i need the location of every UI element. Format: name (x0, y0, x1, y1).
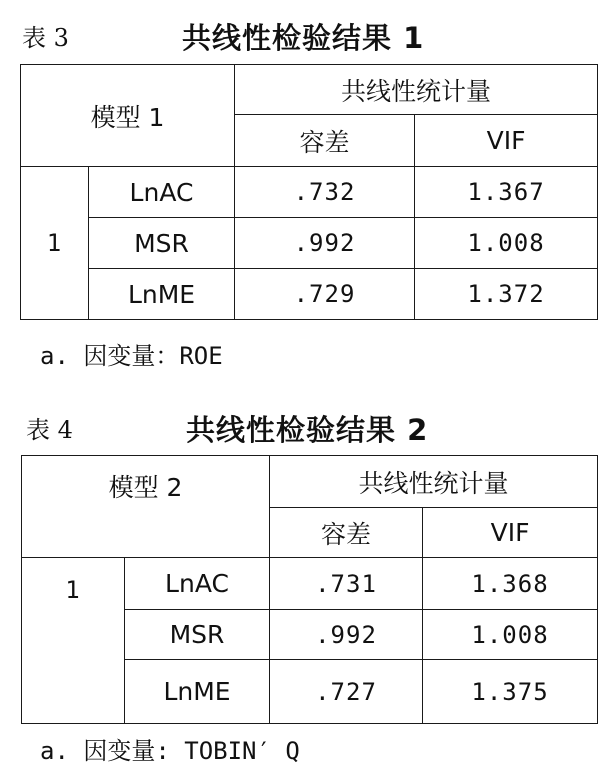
vif-value: 1.372 (415, 269, 598, 320)
vif-header: VIF (423, 508, 598, 558)
vif-value: 1.367 (415, 167, 598, 218)
tolerance-value: .729 (235, 269, 415, 320)
table-3-caption (0, 18, 612, 58)
model-header: 模型 1 (21, 65, 235, 167)
vif-value: 1.008 (423, 610, 598, 660)
variable-name: MSR (125, 610, 270, 660)
vif-value: 1.375 (423, 660, 598, 724)
table-4 (21, 455, 598, 724)
table-4-label: 表 4 (26, 416, 73, 444)
table-3 (20, 64, 598, 320)
stats-header: 共线性统计量 (270, 456, 598, 508)
variable-name: LnME (89, 269, 235, 320)
model-header: 模型 2 (22, 456, 270, 558)
vif-value: 1.008 (415, 218, 598, 269)
tolerance-value: .732 (235, 167, 415, 218)
table-4-title: 共线性检验结果 2 (186, 413, 429, 447)
tolerance-value: .727 (270, 660, 423, 724)
tolerance-value: .992 (270, 610, 423, 660)
variable-name: LnME (125, 660, 270, 724)
tolerance-value: .731 (270, 558, 423, 610)
tolerance-header: 容差 (270, 508, 423, 558)
tolerance-header: 容差 (235, 115, 415, 167)
vif-value: 1.368 (423, 558, 598, 610)
model-number: 1 (22, 558, 125, 724)
model-number: 1 (21, 167, 89, 320)
table-4-note: a. 因变量: TOBIN′ Q (40, 737, 300, 765)
table-3-note: a. 因变量：ROE (40, 342, 223, 370)
table-3-title: 共线性检验结果 1 (182, 21, 425, 55)
vif-header: VIF (415, 115, 598, 167)
table-3-label: 表 3 (22, 24, 69, 52)
variable-name: MSR (89, 218, 235, 269)
variable-name: LnAC (125, 558, 270, 610)
tolerance-value: .992 (235, 218, 415, 269)
table-4-caption (0, 410, 612, 450)
stats-header: 共线性统计量 (235, 65, 598, 115)
variable-name: LnAC (89, 167, 235, 218)
